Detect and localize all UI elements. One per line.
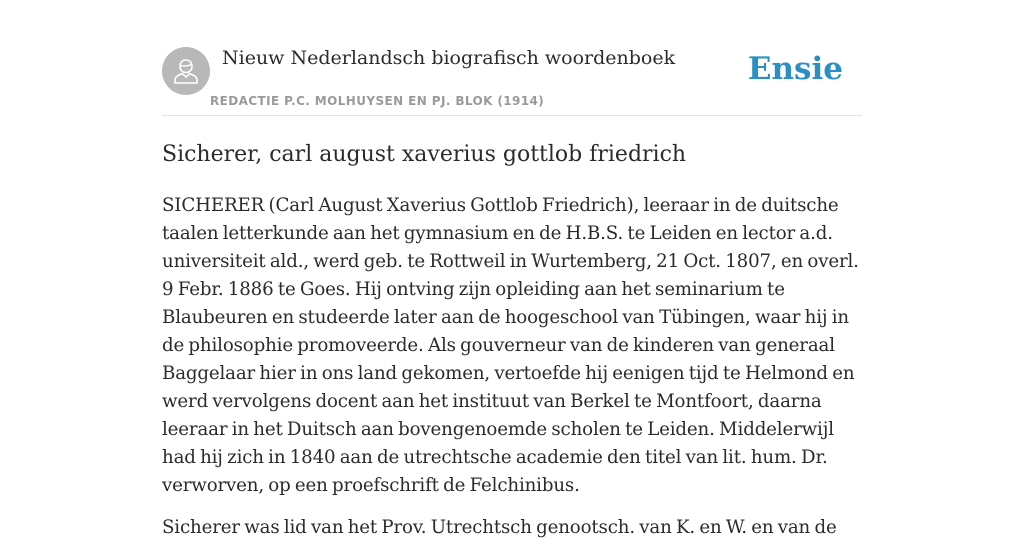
- book-title[interactable]: Nieuw Nederlandsch biografisch woordenboek: [222, 47, 676, 69]
- header: [162, 0, 862, 116]
- article-paragraph: Sicherer was lid van het Prov. Utrechtsch genootsch. van K. en W. en van de: [162, 517, 837, 538]
- article-paragraph: SICHERER (Carl August Xaverius Gottlob Friedrich), leeraar in de duitsche taalen letterkunde aan het gymnasium en de H.B.S. te Leiden en lector a.d. universiteit ald., werd geb. te Rottweil in Wurtemberg, 21 Oct. 1807, en overl. 9 Febr. 1886 te Goes. Hij ontving zijn opleiding aan het seminarium te Blaubeuren en studeerde later aan de hoogeschool van Tübingen, waar hij in de philosophie promoveerde. Als gouverneur van de kinderen van generaal Baggelaar hier in ons land gekomen, vertoefde hij eenigen tijd te Helmond en werd vervolgens docent aan het instituut van Berkel te Montfoort, daarna leeraar in het Duitsch aan bovengenoemde scholen te Leiden. Middelerwijl had hij zich in 1840 aan de utrechtsche academie den titel van lit. hum. Dr. verworven, op een proefschrift de Felchinibus.: [162, 195, 859, 496]
- article-body: [162, 192, 862, 556]
- user-placeholder-icon: [173, 57, 199, 85]
- editors-credit: REDACTIE P.C. MOLHUYSEN EN PJ. BLOK (1914): [210, 94, 545, 108]
- ensie-logo[interactable]: Ensie: [747, 51, 843, 87]
- article-title: Sicherer, carl august xaverius gottlob friedrich: [162, 142, 687, 167]
- avatar[interactable]: [162, 47, 210, 95]
